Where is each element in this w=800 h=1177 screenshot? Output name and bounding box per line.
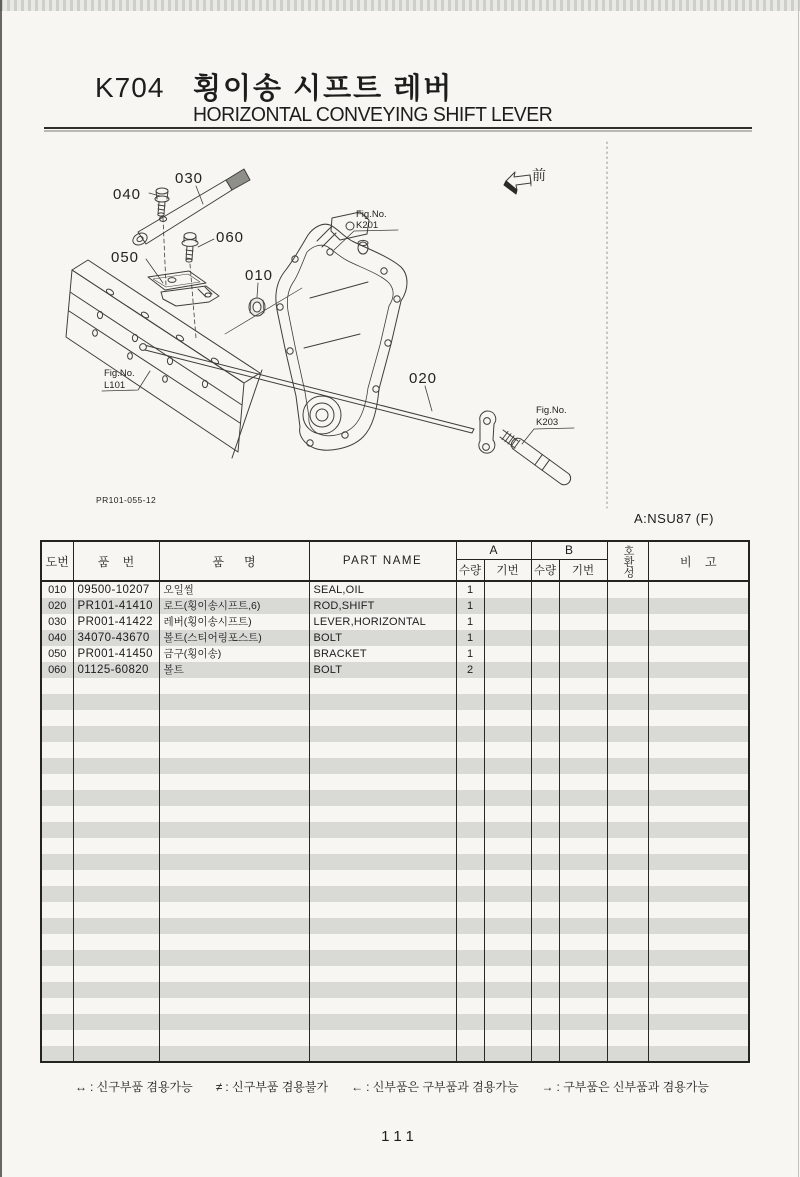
legend-text: : 신구부품 겸용가능 — [90, 1080, 193, 1094]
callout-020: 020 — [409, 370, 438, 387]
callout-040: 040 — [113, 186, 142, 203]
header-compatibility: 호환성 — [607, 541, 648, 581]
oil-seal-art — [225, 288, 302, 334]
page-title-english: HORIZONTAL CONVEYING SHIFT LEVER — [193, 104, 553, 126]
figref-k203-code: K203 — [536, 417, 559, 428]
empty-row — [41, 742, 749, 758]
left-arrow-icon: ← — [351, 1080, 364, 1094]
header-serial-a: 기번 — [484, 559, 531, 581]
header-qty-a: 수량 — [456, 559, 484, 581]
table-row: 060 01125-60820 볼트 BOLT 2 — [41, 662, 749, 678]
parts-diagram — [40, 140, 615, 515]
figref-k203-label: Fig.No. — [536, 405, 567, 416]
table-row: 020 PR101-41410 로드(횡이송시프트,6) ROD,SHIFT 1 — [41, 598, 749, 614]
legend-text: : 구부품은 신부품과 겸용가능 — [556, 1080, 709, 1094]
gearcase-art — [276, 212, 407, 450]
empty-row — [41, 710, 749, 726]
table-row: 010 09500-10207 오일씰 SEAL,OIL 1 — [41, 581, 749, 598]
empty-row — [41, 934, 749, 950]
title-divider — [44, 127, 752, 129]
empty-row — [41, 998, 749, 1014]
empty-row — [41, 790, 749, 806]
variant-note: A:NSU87 (F) — [634, 511, 714, 526]
parts-table-wrap — [40, 540, 750, 1063]
figref-k203 — [522, 405, 574, 444]
figref-k201-label: Fig.No. — [356, 209, 387, 220]
header-name-ko: 품 명 — [159, 541, 309, 581]
parts-table-body — [41, 581, 749, 1062]
interchangeability-legend — [75, 1078, 709, 1095]
empty-row — [41, 870, 749, 886]
shaft-art — [500, 430, 571, 485]
header-serial-b: 기번 — [559, 559, 607, 581]
empty-row — [41, 966, 749, 982]
empty-row — [41, 918, 749, 934]
legend-text: : 신구부품 겸용불가 — [225, 1080, 329, 1094]
empty-row — [41, 950, 749, 966]
scan-edge-right — [798, 0, 799, 1177]
header-part-name: PART NAME — [309, 541, 456, 581]
header-part-no: 품 번 — [73, 541, 159, 581]
callout-030: 030 — [175, 170, 204, 187]
empty-row — [41, 806, 749, 822]
figref-k201-code: K201 — [356, 220, 379, 231]
empty-row — [41, 1046, 749, 1062]
right-arrow-icon: → — [541, 1080, 554, 1094]
empty-row — [41, 822, 749, 838]
callout-050: 050 — [111, 249, 140, 266]
figref-l101-code: L101 — [104, 380, 126, 391]
figref-l101 — [102, 368, 150, 391]
header-qty-b: 수량 — [531, 559, 559, 581]
scan-edge-left — [0, 0, 2, 1177]
header-ref-no: 도번 — [41, 541, 73, 581]
empty-row — [41, 886, 749, 902]
header-remarks: 비 고 — [648, 541, 749, 581]
empty-row — [41, 694, 749, 710]
front-direction-label: 前 — [532, 167, 546, 183]
shift-rod-art — [140, 344, 496, 454]
callout-060: 060 — [216, 229, 245, 246]
legend-text: : 신부품은 구부품과 겸용가능 — [366, 1080, 519, 1094]
callout-010: 010 — [245, 267, 274, 284]
header-group-a: A — [456, 541, 531, 559]
parts-table — [40, 540, 750, 1063]
drawing-number: PR101-055-12 — [96, 495, 157, 505]
legend-item — [351, 1078, 518, 1095]
empty-row — [41, 838, 749, 854]
empty-row — [41, 678, 749, 694]
legend-item — [542, 1078, 709, 1095]
empty-row — [41, 854, 749, 870]
empty-row — [41, 902, 749, 918]
both-ways-arrow-icon: ↔ — [75, 1080, 87, 1094]
empty-row — [41, 758, 749, 774]
legend-item — [216, 1078, 328, 1095]
empty-row — [41, 982, 749, 998]
empty-row — [41, 726, 749, 742]
figref-l101-label: Fig.No. — [104, 368, 135, 379]
page-title-korean: 횡이송 시프트 레버 — [193, 73, 454, 105]
front-arrow-icon — [504, 172, 531, 194]
not-equal-icon: ≠ — [215, 1080, 223, 1094]
table-row: 040 34070-43670 볼트(스티어링포스트) BOLT 1 — [41, 630, 749, 646]
empty-row — [41, 774, 749, 790]
scan-noise-band — [0, 0, 800, 11]
legend-item — [75, 1078, 193, 1095]
page-number: 111 — [381, 1128, 419, 1145]
section-code: K704 — [95, 72, 165, 103]
header-group-b: B — [531, 541, 607, 559]
table-row: 030 PR001-41422 레버(횡이송시프트) LEVER,HORIZONTAL 1 — [41, 614, 749, 630]
empty-row — [41, 1030, 749, 1046]
table-row: 050 PR001-41450 금구(횡이송) BRACKET 1 — [41, 646, 749, 662]
empty-row — [41, 1014, 749, 1030]
